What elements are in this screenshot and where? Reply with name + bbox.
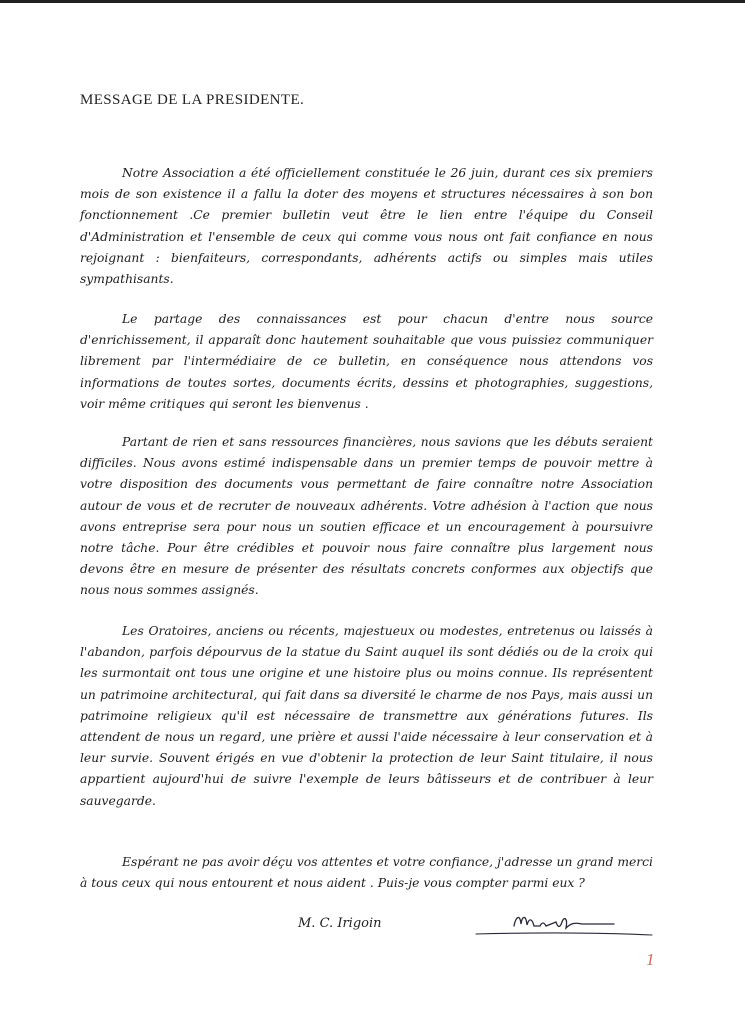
paragraph-3	[80, 432, 653, 602]
handwritten-signature	[474, 904, 654, 944]
paragraph-text: Notre Association a été officiellement constituée le 26 juin, durant ces six premiers mois de son existence il a fallu la doter des moyens et structures nécessaires à son bon fonctionnement .Ce premier bulletin veut être le lien entre l'équipe du Conseil d'Administration et l'ensemble de ceux qui comme vous nous ont fait confiance en nous rejoignant : bienfaiteurs, correspondants, adhérents actifs ou simples mais utiles sympathisants.	[80, 166, 653, 287]
paragraph-4	[80, 621, 653, 812]
top-border-line	[0, 0, 745, 3]
signatory-name: M. C. Irigoin	[298, 916, 382, 931]
paragraph-2	[80, 309, 653, 415]
page-number: 1	[646, 950, 655, 969]
paragraph-text: Espérant ne pas avoir déçu vos attentes et votre confiance, j'adresse un grand merci à tous ceux qui nous entourent et nous aident . Puis-je vous compter parmi eux ?	[80, 855, 653, 891]
page-title: MESSAGE DE LA PRESIDENTE.	[80, 92, 305, 108]
paragraph-5	[80, 852, 653, 894]
paragraph-text: Les Oratoires, anciens ou récents, majestueux ou modestes, entretenus ou laissés à l'abandon, parfois dépourvus de la statue du Saint auquel ils sont dédiés ou de la croix qui les surmontait ont tous une origine et une histoire plus ou moins connue. Ils représentent un patrimoine architectural, qui fait dans sa diversité le charme de nos Pays, mais aussi un patrimoine religieux qu'il est nécessaire de transmettre aux générations futures. Ils attendent de nous un regard, une prière et aussi l'aide nécessaire à leur conservation et à leur survie. Souvent érigés en vue d'obtenir la protection de leur Saint titulaire, il nous appartient aujourd'hui de suivre l'exemple de leurs bâtisseurs et de contribuer à leur sauvegarde.	[80, 624, 653, 808]
paragraph-1	[80, 163, 653, 290]
paragraph-text: Le partage des connaissances est pour chacun d'entre nous source d'enrichissement, il apparaît donc hautement souhaitable que vous puissiez communiquer librement par l'intermédiaire de ce bulletin, en conséquence nous attendons vos informations de toutes sortes, documents écrits, dessins et photographies, suggestions, voir même critiques qui seront les bienvenus .	[80, 312, 653, 411]
paragraph-text: Partant de rien et sans ressources financières, nous savions que les débuts seraient difficiles. Nous avons estimé indispensable dans un premier temps de pouvoir mettre à votre disposition des documents vous permettant de faire connaître notre Association autour de vous et de recruter de nouveaux adhérents. Votre adhésion à l'action que nous avons entreprise sera pour nous un soutien efficace et un encouragement à poursuivre notre tâche. Pour être crédibles et pouvoir nous faire connaître plus largement nous devons être en mesure de présenter des résultats concrets conformes aux objectifs que nous nous sommes assignés.	[80, 435, 653, 598]
